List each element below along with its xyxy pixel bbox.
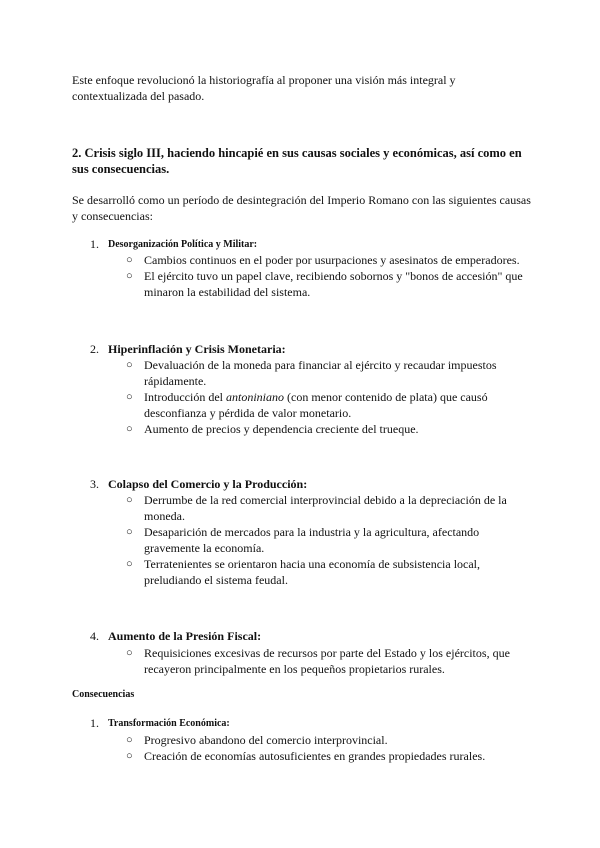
list-item: ○ Aumento de precios y dependencia creciente del trueque.	[126, 422, 419, 436]
cause-items	[126, 492, 526, 588]
section-lead: Se desarrolló como un período de desintegración del Imperio Romano con las siguientes causas y consecuencias:	[72, 193, 531, 223]
list-number: 1.	[90, 716, 99, 730]
list-item: ○ Introducción del antoniniano (con menor contenido de plata) que causó desconfianza y pérdida de valor monetario.	[126, 390, 488, 420]
cause-title: Hiperinflación y Crisis Monetaria:	[108, 342, 286, 356]
cause-title: Colapso del Comercio y la Producción:	[108, 477, 308, 491]
circle-bullet-icon: ○	[126, 558, 133, 570]
list-number: 4.	[90, 629, 99, 643]
list-item: ○ Desaparición de mercados para la industria y la agricultura, afectando gravemente la economía.	[126, 525, 480, 555]
circle-bullet-icon: ○	[126, 391, 133, 403]
list-item: ○ Requisiciones excesivas de recursos por parte del Estado y los ejércitos, que recayeron principalmente en los pequeños propietarios rurales.	[126, 646, 510, 676]
list-item: ○ Devaluación de la moneda para financiar al ejército y recaudar impuestos rápidamente.	[126, 358, 497, 388]
section-heading: 2. Crisis siglo III, haciendo hincapié en sus causas sociales y económicas, así como en sus consecuencias.	[72, 146, 522, 176]
circle-bullet-icon: ○	[126, 750, 133, 762]
circle-bullet-icon: ○	[126, 494, 133, 506]
cause-items	[126, 252, 526, 300]
cause-title: Aumento de la Presión Fiscal:	[108, 629, 262, 643]
circle-bullet-icon: ○	[126, 270, 133, 282]
antoniniano-term: antoniniano	[225, 390, 284, 404]
list-item: ○ Terratenientes se orientaron hacia una economía de subsistencia local, preludiando el sistema feudal.	[126, 557, 481, 587]
cause-items	[126, 357, 526, 437]
cause-title: Desorganización Política y Militar:	[108, 239, 258, 250]
cause-items	[126, 645, 526, 677]
consequences-heading: Consecuencias	[72, 689, 135, 700]
circle-bullet-icon: ○	[126, 734, 133, 746]
list-number: 3.	[90, 477, 99, 491]
list-item: ○ Cambios continuos en el poder por usurpaciones y asesinatos de emperadores.	[126, 253, 520, 267]
intro-paragraph: Este enfoque revolucionó la historiografía al proponer una visión más integral y contextualizada del pasado.	[72, 73, 456, 103]
consequence-title: Transformación Económica:	[108, 718, 230, 729]
list-item: ○ Creación de economías autosuficientes en grandes propiedades rurales.	[126, 749, 486, 763]
list-item: ○ El ejército tuvo un papel clave, recibiendo sobornos y "bonos de accesión" que minaron la estabilidad del sistema.	[126, 269, 523, 299]
consequence-items	[126, 732, 526, 764]
list-item: ○ Derrumbe de la red comercial interprovincial debido a la depreciación de la moneda.	[126, 493, 507, 523]
circle-bullet-icon: ○	[126, 647, 133, 659]
list-number: 1.	[90, 237, 99, 251]
list-item: ○ Progresivo abandono del comercio interprovincial.	[126, 733, 388, 747]
circle-bullet-icon: ○	[126, 423, 133, 435]
circle-bullet-icon: ○	[126, 254, 133, 266]
circle-bullet-icon: ○	[126, 526, 133, 538]
circle-bullet-icon: ○	[126, 359, 133, 371]
list-number: 2.	[90, 342, 99, 356]
